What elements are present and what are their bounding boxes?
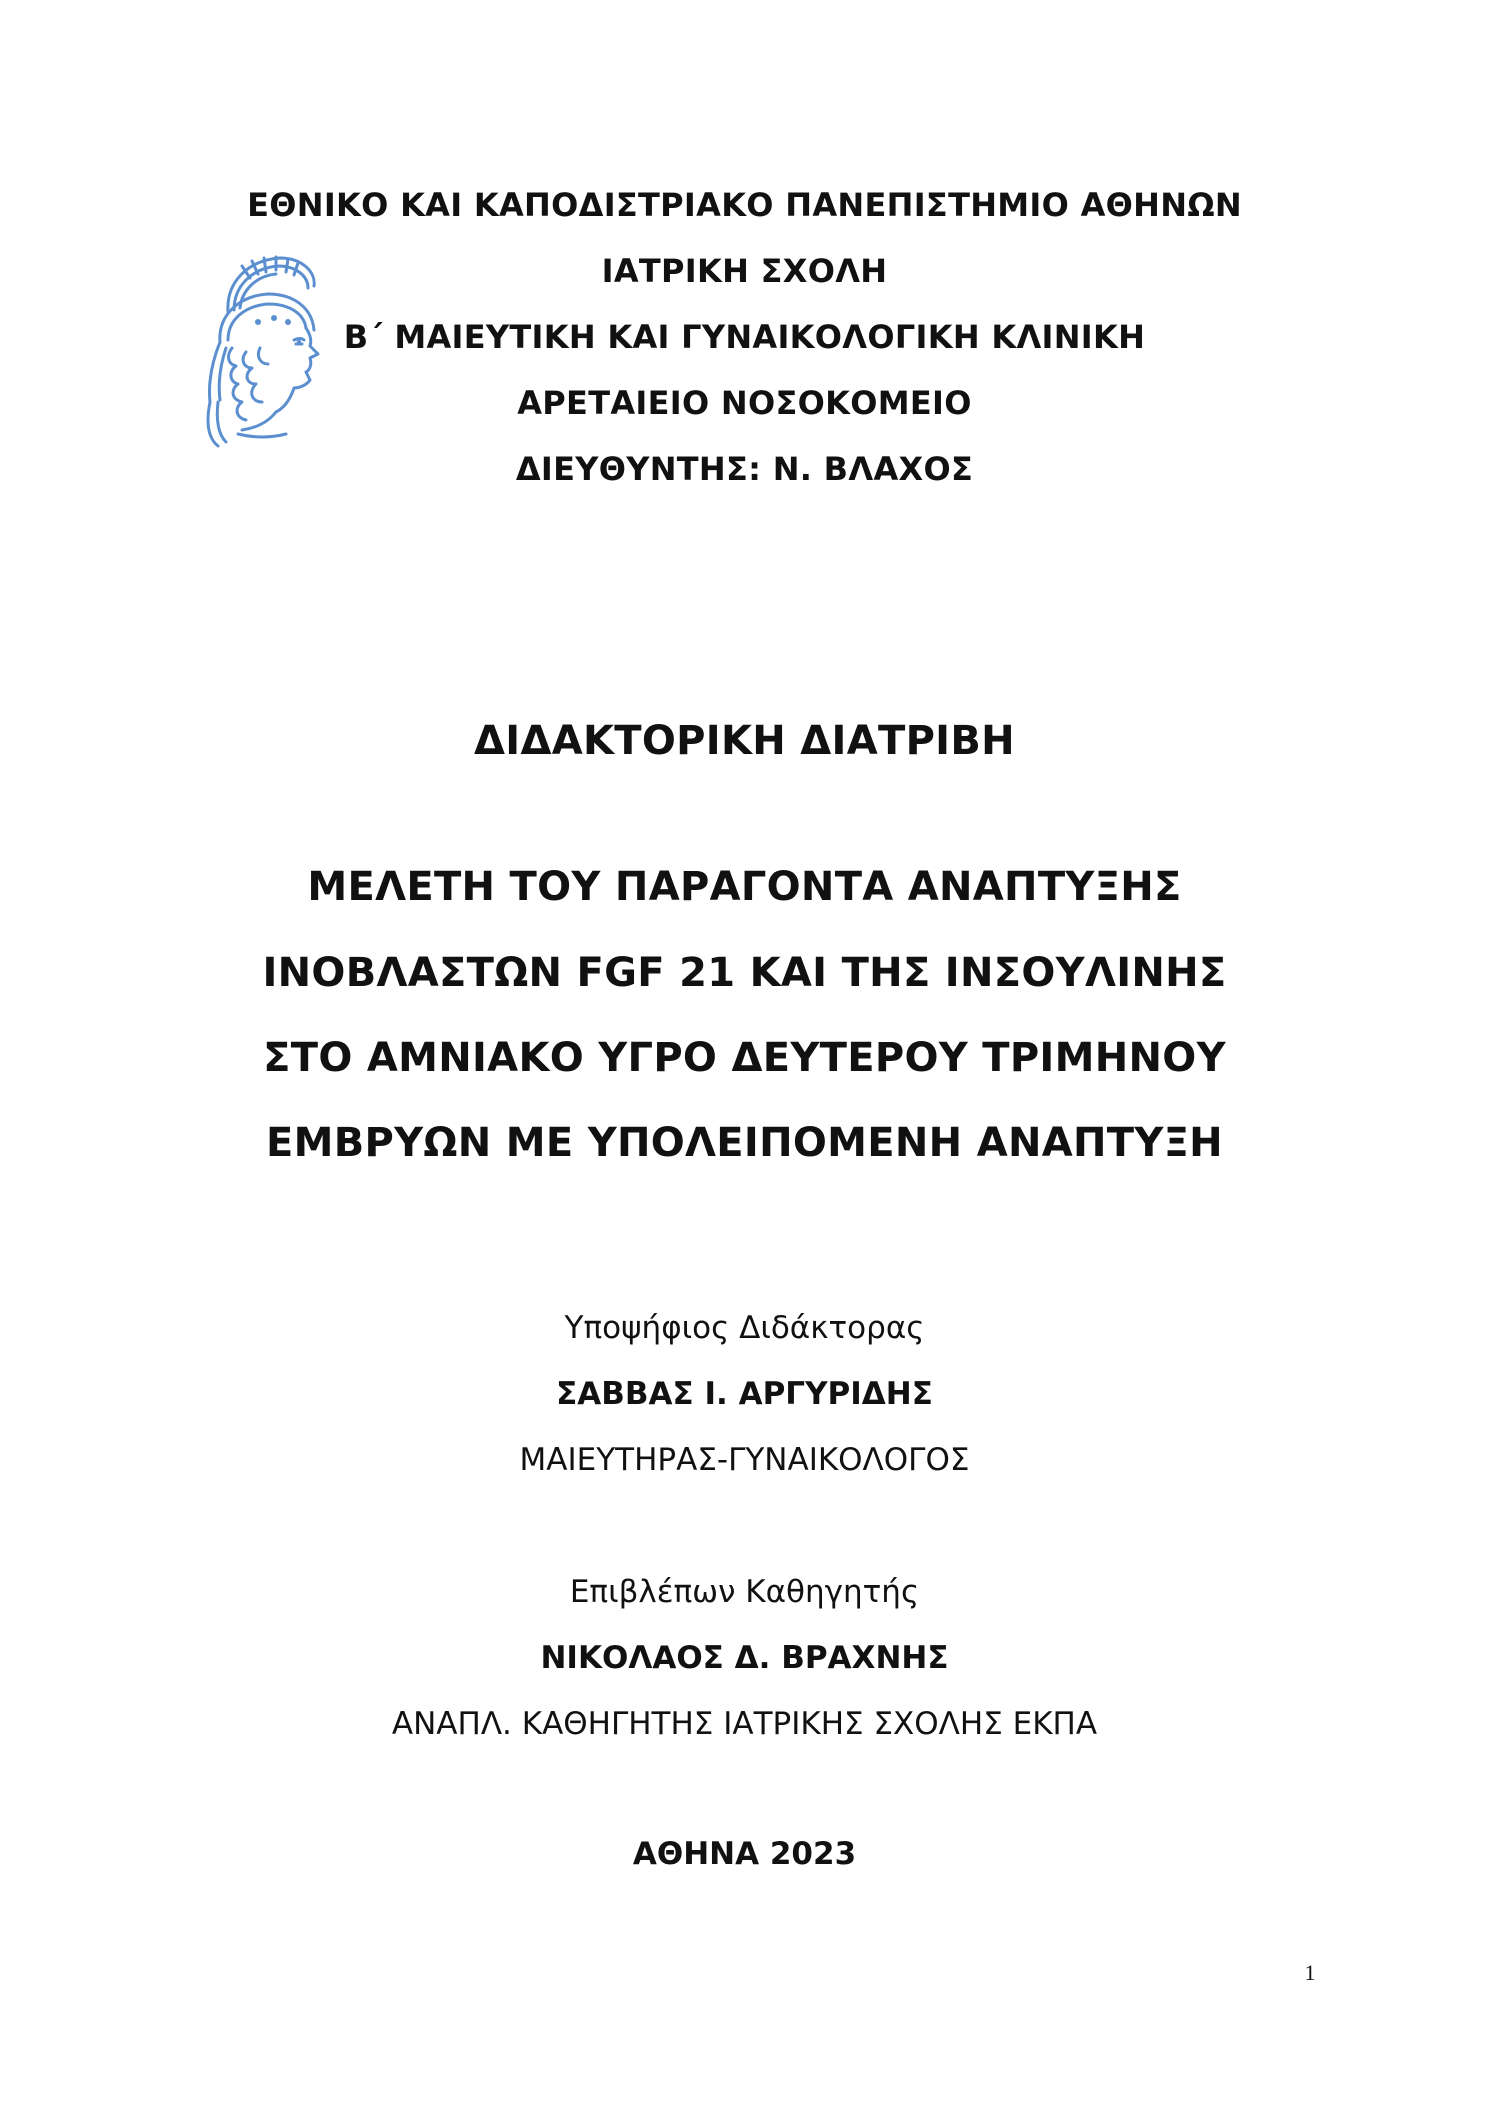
thesis-title-line: ΜΕΛΕΤΗ ΤΟΥ ΠΑΡΑΓΟΝΤΑ ΑΝΑΠΤΥΞΗΣ bbox=[307, 864, 1182, 910]
candidate-role: Υποψήφιος Διδάκτορας bbox=[564, 1310, 925, 1346]
supervisor-role: Επιβλέπων Καθηγητής bbox=[569, 1574, 920, 1610]
hospital-name: ΑΡΕΤΑΙΕΙΟ ΝΟΣΟΚΟΜΕΙΟ bbox=[517, 384, 972, 422]
candidate-name: ΣΑΒΒΑΣ Ι. ΑΡΓΥΡΙΔΗΣ bbox=[556, 1376, 933, 1412]
university-name: ΕΘΝΙΚΟ ΚΑΙ ΚΑΠΟΔΙΣΤΡΙΑΚΟ ΠΑΝΕΠΙΣΤΗΜΙΟ ΑΘΗΝΩΝ bbox=[247, 186, 1242, 224]
candidate-title: ΜΑΙΕΥΤΗΡΑΣ-ΓΥΝΑΙΚΟΛΟΓΟΣ bbox=[519, 1442, 970, 1478]
thesis-title-line: ΕΜΒΡΥΩΝ ΜΕ ΥΠΟΛΕΙΠΟΜΕΝΗ ΑΝΑΠΤΥΞΗ bbox=[266, 1120, 1223, 1166]
clinic-name: Β΄ ΜΑΙΕΥΤΙΚΗ ΚΑΙ ΓΥΝΑΙΚΟΛΟΓΙΚΗ ΚΛΙΝΙΚΗ bbox=[343, 318, 1146, 356]
page-number: 1 bbox=[1304, 1960, 1316, 1985]
director-name: ΔΙΕΥΘΥΝΤΗΣ: Ν. ΒΛΑΧΟΣ bbox=[515, 450, 974, 488]
school-name: ΙΑΤΡΙΚΗ ΣΧΟΛΗ bbox=[601, 252, 888, 290]
thesis-title-line: ΣΤΟ ΑΜΝΙΑΚΟ ΥΓΡΟ ΔΕΥΤΕΡΟΥ ΤΡΙΜΗΝΟΥ bbox=[263, 1035, 1226, 1081]
thesis-title-line: ΙΝΟΒΛΑΣΤΩΝ FGF 21 ΚΑΙ ΤΗΣ ΙΝΣΟΥΛΙΝΗΣ bbox=[262, 950, 1227, 996]
document-type: ΔΙΔΑΚΤΟΡΙΚΗ ΔΙΑΤΡΙΒΗ bbox=[474, 718, 1015, 764]
supervisor-name: ΝΙΚΟΛΑΟΣ Δ. ΒΡΑΧΝΗΣ bbox=[540, 1640, 949, 1676]
place-year: ΑΘΗΝΑ 2023 bbox=[632, 1836, 857, 1872]
supervisor-title: ΑΝΑΠΛ. ΚΑΘΗΓΗΤΗΣ ΙΑΤΡΙΚΗΣ ΣΧΟΛΗΣ ΕΚΠΑ bbox=[391, 1706, 1098, 1742]
